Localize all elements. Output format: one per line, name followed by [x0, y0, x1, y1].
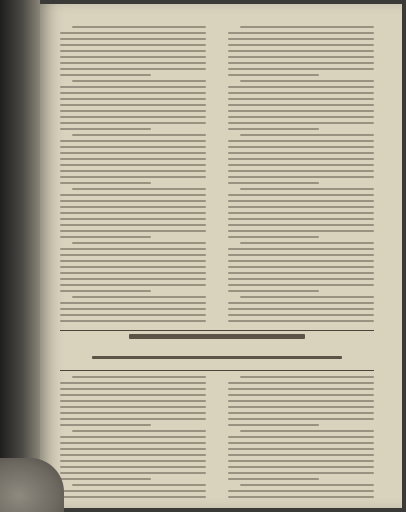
text-line-illegible — [60, 182, 151, 184]
text-line-illegible — [228, 194, 374, 196]
text-line-illegible — [228, 230, 374, 232]
text-line-illegible — [240, 376, 374, 378]
text-line-illegible — [228, 496, 374, 498]
text-line-illegible — [228, 86, 374, 88]
text-line-illegible — [60, 460, 206, 462]
text-line-illegible — [228, 68, 374, 70]
text-line-illegible — [60, 56, 206, 58]
text-line-illegible — [72, 296, 206, 298]
text-line-illegible — [228, 442, 374, 444]
text-line-illegible — [60, 170, 206, 172]
text-line-illegible — [228, 164, 374, 166]
text-line-illegible — [228, 56, 374, 58]
text-line-illegible — [60, 122, 206, 124]
text-line-illegible — [60, 466, 206, 468]
text-line-illegible — [60, 146, 206, 148]
text-line-illegible — [240, 296, 374, 298]
text-line-illegible — [228, 448, 374, 450]
text-line-illegible — [72, 242, 206, 244]
text-line-illegible — [60, 164, 206, 166]
text-line-illegible — [228, 308, 374, 310]
text-line-illegible — [60, 110, 206, 112]
text-line-illegible — [60, 152, 206, 154]
text-line-illegible — [60, 388, 206, 390]
text-line-illegible — [228, 74, 319, 76]
text-line-illegible — [60, 442, 206, 444]
text-line-illegible — [228, 418, 374, 420]
right-column-upper — [228, 26, 374, 326]
heading-rule-top — [60, 330, 374, 331]
text-line-illegible — [60, 314, 206, 316]
text-line-illegible — [60, 224, 206, 226]
newspaper-page — [40, 4, 402, 508]
text-line-illegible — [228, 158, 374, 160]
text-line-illegible — [60, 284, 206, 286]
text-line-illegible — [228, 472, 374, 474]
text-line-illegible — [228, 152, 374, 154]
text-line-illegible — [60, 206, 206, 208]
text-line-illegible — [60, 448, 206, 450]
article-heading-illegible — [129, 334, 305, 339]
text-line-illegible — [228, 206, 374, 208]
text-line-illegible — [72, 376, 206, 378]
text-line-illegible — [228, 50, 374, 52]
text-line-illegible — [228, 302, 374, 304]
text-line-illegible — [60, 236, 151, 238]
text-line-illegible — [228, 98, 374, 100]
text-line-illegible — [228, 104, 374, 106]
text-line-illegible — [60, 50, 206, 52]
article-subheading — [60, 350, 374, 359]
text-line-illegible — [60, 44, 206, 46]
text-line-illegible — [60, 382, 206, 384]
text-line-illegible — [72, 134, 206, 136]
text-line-illegible — [60, 260, 206, 262]
text-line-illegible — [60, 412, 206, 414]
text-line-illegible — [60, 230, 206, 232]
text-line-illegible — [240, 188, 374, 190]
text-line-illegible — [60, 302, 206, 304]
text-line-illegible — [228, 278, 374, 280]
text-line-illegible — [72, 80, 206, 82]
text-line-illegible — [228, 224, 374, 226]
text-line-illegible — [228, 218, 374, 220]
text-line-illegible — [228, 200, 374, 202]
text-line-illegible — [60, 272, 206, 274]
text-line-illegible — [240, 242, 374, 244]
text-line-illegible — [228, 272, 374, 274]
text-line-illegible — [240, 26, 374, 28]
text-line-illegible — [60, 418, 206, 420]
text-line-illegible — [60, 472, 206, 474]
text-line-illegible — [60, 400, 206, 402]
text-line-illegible — [60, 478, 151, 480]
text-line-illegible — [228, 478, 319, 480]
text-line-illegible — [228, 320, 374, 322]
text-line-illegible — [60, 158, 206, 160]
text-line-illegible — [228, 388, 374, 390]
text-line-illegible — [228, 400, 374, 402]
text-line-illegible — [72, 26, 206, 28]
text-line-illegible — [60, 490, 206, 492]
text-line-illegible — [228, 236, 319, 238]
text-line-illegible — [60, 320, 206, 322]
text-line-illegible — [228, 284, 374, 286]
text-line-illegible — [60, 254, 206, 256]
text-line-illegible — [60, 194, 206, 196]
article-heading — [60, 334, 374, 339]
text-line-illegible — [60, 86, 206, 88]
text-line-illegible — [240, 80, 374, 82]
text-line-illegible — [72, 188, 206, 190]
book-binding — [0, 0, 40, 512]
text-line-illegible — [228, 290, 319, 292]
text-line-illegible — [228, 128, 319, 130]
text-line-illegible — [228, 182, 319, 184]
text-line-illegible — [60, 140, 206, 142]
text-line-illegible — [228, 38, 374, 40]
text-line-illegible — [228, 248, 374, 250]
article-subheading-illegible — [92, 356, 342, 359]
text-line-illegible — [228, 266, 374, 268]
text-line-illegible — [60, 116, 206, 118]
text-line-illegible — [228, 314, 374, 316]
text-line-illegible — [60, 104, 206, 106]
text-line-illegible — [60, 176, 206, 178]
text-line-illegible — [60, 454, 206, 456]
text-line-illegible — [228, 394, 374, 396]
text-line-illegible — [60, 212, 206, 214]
text-line-illegible — [60, 200, 206, 202]
text-line-illegible — [72, 430, 206, 432]
text-line-illegible — [228, 460, 374, 462]
text-line-illegible — [60, 308, 206, 310]
text-line-illegible — [60, 406, 206, 408]
text-line-illegible — [228, 382, 374, 384]
text-line-illegible — [60, 496, 206, 498]
text-line-illegible — [72, 484, 206, 486]
left-column-lower — [60, 376, 206, 504]
text-line-illegible — [228, 170, 374, 172]
text-line-illegible — [240, 430, 374, 432]
text-line-illegible — [228, 254, 374, 256]
text-line-illegible — [60, 92, 206, 94]
text-line-illegible — [60, 266, 206, 268]
text-line-illegible — [60, 38, 206, 40]
text-line-illegible — [228, 110, 374, 112]
text-line-illegible — [228, 116, 374, 118]
text-line-illegible — [228, 260, 374, 262]
text-line-illegible — [228, 466, 374, 468]
text-line-illegible — [60, 68, 206, 70]
text-line-illegible — [60, 62, 206, 64]
text-line-illegible — [60, 218, 206, 220]
text-line-illegible — [228, 212, 374, 214]
text-line-illegible — [60, 32, 206, 34]
text-line-illegible — [228, 44, 374, 46]
text-line-illegible — [228, 454, 374, 456]
text-line-illegible — [60, 424, 151, 426]
text-line-illegible — [60, 436, 206, 438]
text-line-illegible — [228, 490, 374, 492]
text-line-illegible — [228, 436, 374, 438]
text-line-illegible — [228, 62, 374, 64]
heading-rule-bottom — [60, 370, 374, 371]
text-line-illegible — [228, 32, 374, 34]
text-line-illegible — [228, 140, 374, 142]
text-line-illegible — [228, 176, 374, 178]
text-line-illegible — [228, 146, 374, 148]
text-line-illegible — [60, 128, 151, 130]
text-line-illegible — [60, 98, 206, 100]
text-line-illegible — [228, 406, 374, 408]
text-line-illegible — [228, 92, 374, 94]
text-line-illegible — [228, 122, 374, 124]
text-line-illegible — [228, 424, 319, 426]
left-column-upper — [60, 26, 206, 326]
text-line-illegible — [60, 290, 151, 292]
text-line-illegible — [228, 412, 374, 414]
text-line-illegible — [60, 248, 206, 250]
text-line-illegible — [60, 278, 206, 280]
text-line-illegible — [60, 394, 206, 396]
right-column-lower — [228, 376, 374, 504]
text-line-illegible — [240, 484, 374, 486]
text-line-illegible — [240, 134, 374, 136]
text-line-illegible — [60, 74, 151, 76]
